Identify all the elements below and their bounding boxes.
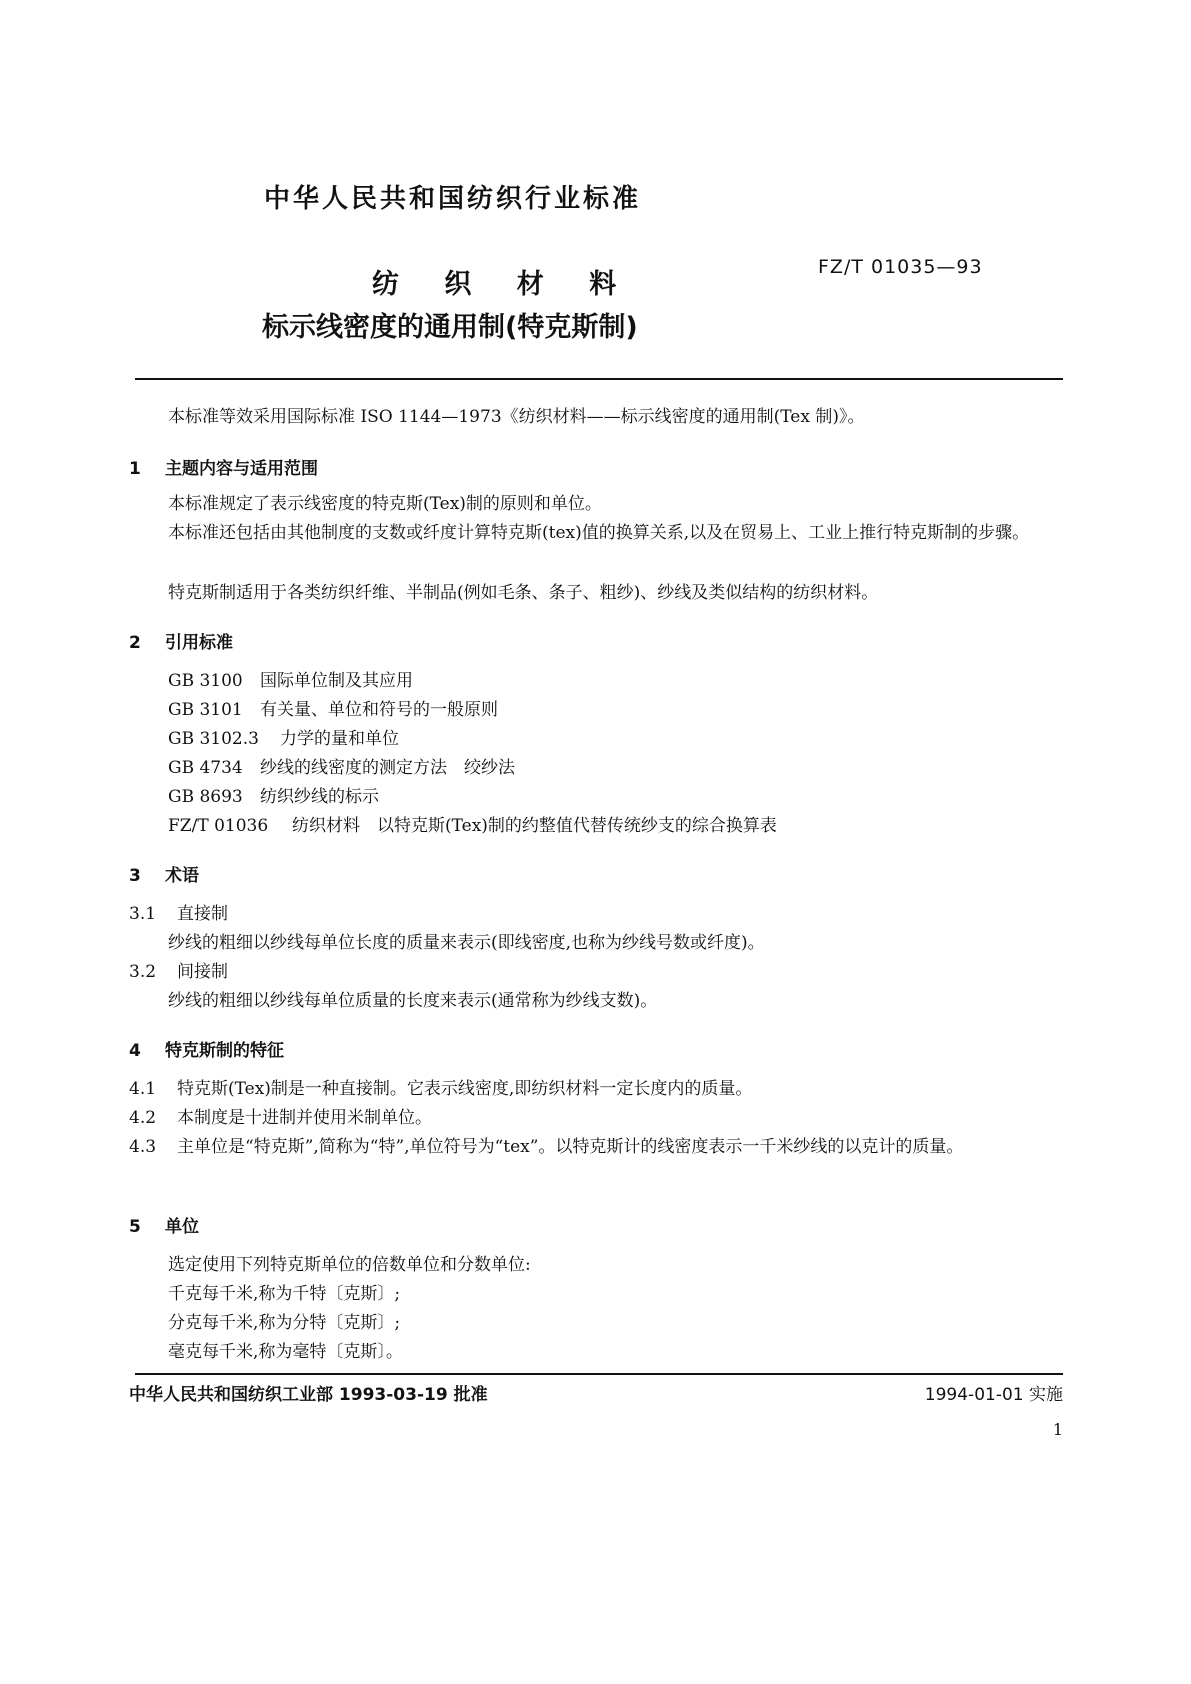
section-title: 特克斯制的特征 bbox=[165, 1041, 284, 1061]
reference-name: 国际单位制及其应用 bbox=[260, 671, 413, 691]
header-divider bbox=[135, 378, 1063, 380]
effective-date: 1994-01-01 实施 bbox=[924, 1385, 1063, 1405]
section-number: 4 bbox=[129, 1041, 141, 1061]
section-title: 主题内容与适用范围 bbox=[165, 459, 318, 479]
page-number: 1 bbox=[1052, 1420, 1063, 1439]
standard-number: FZ/T 01035—93 bbox=[818, 256, 983, 278]
clause-text: 特克斯(Tex)制是一种直接制。它表示线密度,即纺织材料一定长度内的质量。 bbox=[177, 1079, 753, 1099]
section-3-heading bbox=[129, 861, 199, 886]
clause-4-3 bbox=[129, 1132, 1063, 1163]
clause-text: 本制度是十进制并使用米制单位。 bbox=[177, 1108, 432, 1128]
reference-code: FZ/T 01036 bbox=[168, 816, 269, 836]
reference-item bbox=[168, 782, 379, 813]
unit-line: 毫克每千米,称为毫特〔克斯〕。 bbox=[168, 1342, 403, 1362]
reference-item bbox=[168, 724, 399, 755]
s1-paragraph-3: 特克斯制适用于各类纺织纤维、半制品(例如毛条、条子、粗纱)、纱线及类似结构的纺织材料。 bbox=[168, 583, 879, 603]
section-number: 3 bbox=[129, 866, 141, 886]
section-number: 2 bbox=[129, 633, 141, 653]
subsection-3-2-text: 纱线的粗细以纱线每单位质量的长度来表示(通常称为纱线支数)。 bbox=[168, 991, 658, 1011]
subsection-title: 间接制 bbox=[177, 962, 228, 982]
section-number: 1 bbox=[129, 459, 141, 479]
subsection-3-1-heading bbox=[129, 899, 228, 930]
section-number: 5 bbox=[129, 1217, 141, 1237]
reference-code: GB 3100 bbox=[168, 671, 243, 691]
clause-4-2 bbox=[129, 1103, 432, 1134]
subsection-number: 3.2 bbox=[129, 962, 157, 982]
unit-line: 千克每千米,称为千特〔克斯〕; bbox=[168, 1284, 401, 1304]
document-title-line1: 纺 织 材 料 bbox=[372, 269, 635, 300]
section-title: 单位 bbox=[165, 1217, 199, 1237]
unit-line: 分克每千米,称为分特〔克斯〕; bbox=[168, 1313, 401, 1333]
section-1-heading bbox=[129, 454, 318, 479]
subsection-3-1-text: 纱线的粗细以纱线每单位长度的质量来表示(即线密度,也称为纱线号数或纤度)。 bbox=[168, 933, 765, 953]
clause-4-1 bbox=[129, 1074, 752, 1105]
reference-code: GB 3102.3 bbox=[168, 729, 259, 749]
reference-item bbox=[168, 811, 777, 842]
s1-paragraph-2: 本标准还包括由其他制度的支数或纤度计算特克斯(tex)值的换算关系,以及在贸易上、工业上推行特克斯制的步骤。 bbox=[168, 523, 1030, 543]
subsection-number: 3.1 bbox=[129, 904, 157, 924]
reference-code: GB 8693 bbox=[168, 787, 243, 807]
subsection-title: 直接制 bbox=[177, 904, 228, 924]
reference-name: 有关量、单位和符号的一般原则 bbox=[260, 700, 498, 720]
clause-number: 4.3 bbox=[129, 1137, 157, 1157]
reference-item bbox=[168, 695, 498, 726]
section-title: 术语 bbox=[165, 866, 199, 886]
reference-name: 纺织材料 以特克斯(Tex)制的约整值代替传统纱支的综合换算表 bbox=[292, 816, 777, 836]
approval-line: 中华人民共和国纺织工业部 1993-03-19 批准 bbox=[129, 1385, 488, 1405]
reference-code: GB 4734 bbox=[168, 758, 243, 778]
intro-paragraph: 本标准等效采用国际标准 ISO 1144—1973《纺织材料——标示线密度的通用制(Tex 制)》。 bbox=[168, 407, 865, 427]
section-4-heading bbox=[129, 1036, 284, 1061]
reference-name: 纺织纱线的标示 bbox=[260, 787, 379, 807]
subsection-3-2-heading bbox=[129, 957, 228, 988]
footer-divider bbox=[135, 1373, 1063, 1375]
s1-paragraph-1: 本标准规定了表示线密度的特克斯(Tex)制的原则和单位。 bbox=[168, 494, 602, 514]
clause-number: 4.2 bbox=[129, 1108, 157, 1128]
reference-item bbox=[168, 666, 413, 697]
reference-name: 力学的量和单位 bbox=[280, 729, 399, 749]
reference-item bbox=[168, 753, 515, 784]
document-title-line2: 标示线密度的通用制(特克斯制) bbox=[262, 312, 638, 343]
reference-name: 纱线的线密度的测定方法 绞纱法 bbox=[260, 758, 515, 778]
section-5-heading bbox=[129, 1212, 199, 1237]
issuing-body-title: 中华人民共和国纺织行业标准 bbox=[264, 184, 642, 214]
unit-line: 选定使用下列特克斯单位的倍数单位和分数单位: bbox=[168, 1255, 531, 1275]
clause-number: 4.1 bbox=[129, 1079, 157, 1099]
reference-code: GB 3101 bbox=[168, 700, 243, 720]
section-2-heading bbox=[129, 628, 233, 653]
section-title: 引用标准 bbox=[165, 633, 233, 653]
clause-text: 主单位是“特克斯”,简称为“特”,单位符号为“tex”。以特克斯计的线密度表示一千米纱线的以克计的质量。 bbox=[177, 1137, 964, 1157]
